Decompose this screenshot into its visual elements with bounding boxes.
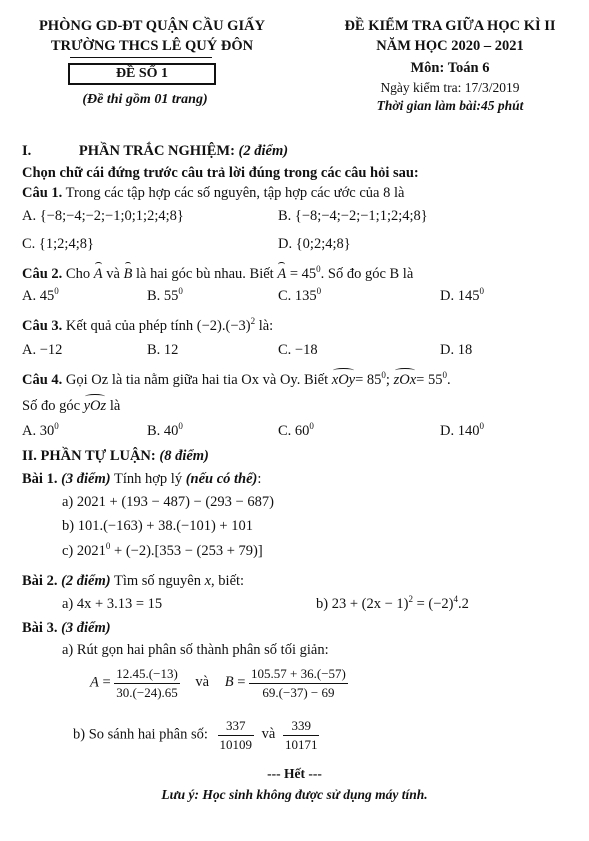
subject: Môn: Toán 6 <box>410 60 490 76</box>
bai-3-points: (3 điểm) <box>61 620 111 636</box>
compare-fraction-1-numerator: 337 <box>218 718 255 736</box>
bai-1-b: b) 101.(−163) + 38.(−101) + 101 <box>62 518 253 534</box>
bai-2-a: a) 4x + 3.13 = 15 <box>62 596 163 612</box>
q1-option-d: D. {0;2;4;8} <box>278 236 351 252</box>
question-3 <box>22 318 273 335</box>
bai-1-text: Tính hợp lý <box>113 471 183 487</box>
part1-heading <box>22 143 288 160</box>
q2-option-b <box>147 288 183 305</box>
bai-2-points: (2 điểm) <box>61 573 111 589</box>
header-left <box>22 18 282 58</box>
compare-fraction-1-denominator: 10109 <box>219 736 253 752</box>
bai-2-b-text-3: .2 <box>457 596 469 612</box>
bai-1-c-text-1: c) 2021 <box>62 543 106 559</box>
end-marker: --- Hết --- <box>267 766 322 781</box>
angle-a-symbol: A <box>93 266 103 282</box>
header-right <box>320 18 580 116</box>
question-1-label: Câu 1. <box>22 185 63 201</box>
question-4-line-2 <box>22 398 120 415</box>
exponent-sup: 0 <box>105 541 111 552</box>
degree-sup: 0 <box>54 286 59 297</box>
angle-xoy-symbol: xOy <box>331 372 356 388</box>
angle-b-symbol: B <box>123 266 133 282</box>
fraction-a <box>114 666 180 700</box>
question-2-text-2: và <box>106 266 120 282</box>
question-4-label: Câu 4. <box>22 372 63 388</box>
fraction-b-denominator: 69.(−37) − 69 <box>262 684 335 700</box>
bai-2-b <box>316 596 469 613</box>
bai-2-b-text-2: = (−2) <box>412 596 454 612</box>
question-4-value-2: = 55 <box>416 372 443 388</box>
degree-sup: 0 <box>54 421 59 432</box>
compare-fraction-2 <box>283 718 320 752</box>
fraction-b-numerator: 105.57 + 36.(−57) <box>249 666 348 684</box>
question-2-text-1: Cho <box>65 266 91 282</box>
angle-yoz-symbol: yOz <box>83 398 107 414</box>
q4-option-a <box>22 423 59 440</box>
school-year: NĂM HỌC 2020 – 2021 <box>376 38 524 54</box>
exam-title: ĐỀ KIỂM TRA GIỮA HỌC KÌ II <box>344 18 556 34</box>
angle-zox-symbol: zOx <box>393 372 417 388</box>
bai-3-a-text: a) Rút gọn hai phân số thành phân số tối giản: <box>62 642 329 658</box>
fraction-a-numerator: 12.45.(−13) <box>114 666 180 684</box>
question-2-value: = 45 <box>289 266 317 282</box>
question-3-text-2: là: <box>258 318 274 334</box>
question-3-expression: Kết quả của phép tính (−2).(−3) <box>65 318 251 334</box>
compare-fraction-2-denominator: 10171 <box>284 736 318 752</box>
fraction-and: và <box>195 674 210 691</box>
part2-heading <box>22 448 209 465</box>
part2-points: (8 điểm) <box>159 448 209 464</box>
bai-2-text-2: , biết: <box>211 573 245 589</box>
question-2-text-3: là hai góc bù nhau. Biết <box>136 266 274 282</box>
exponent-sup: 4 <box>453 594 458 605</box>
part1-number: I. <box>22 143 32 159</box>
bai-2-label: Bài 2. <box>22 573 58 589</box>
q4-option-c <box>278 423 314 440</box>
question-1-text: Trong các tập hợp các số nguyên, tập hợp các ước của 8 là <box>65 185 405 201</box>
q3-option-d: D. 18 <box>440 342 473 358</box>
question-4-text-1: Gọi Oz là tia nằm giữa hai tia Ox và Oy. Biết <box>65 372 329 388</box>
bai-1-points: (3 điểm) <box>61 471 111 487</box>
fraction-a-expression: A = $\frac{12.45.(-13)}{30.(-24).65}$ và B = $\frac{105.57 + 36.(-57)}{69.(-37) - 69}$ <box>90 666 346 700</box>
q4-option-b-text: B. 40 <box>147 423 179 439</box>
q2-option-d-text: D. 145 <box>440 288 480 304</box>
bai-1-label: Bài 1. <box>22 471 58 487</box>
part1-title: PHẦN TRẮC NGHIỆM: <box>78 143 235 159</box>
q1-option-a: A. {−8;−4;−2;−1;0;1;2;4;8} <box>22 208 184 224</box>
question-4-period: . <box>446 372 451 388</box>
fraction-b-var: B <box>224 674 234 691</box>
bai-3-b <box>73 718 319 752</box>
degree-sup: 0 <box>316 264 321 275</box>
bai-1-colon: : <box>257 471 262 487</box>
department-name: PHÒNG GD-ĐT QUẬN CẦU GIẤY <box>38 18 266 34</box>
question-4 <box>22 372 451 389</box>
compare-fraction-1 <box>218 718 255 752</box>
part1-points: (2 điểm) <box>238 143 289 159</box>
fraction-a-denominator: 30.(−24).65 <box>116 684 178 700</box>
question-2 <box>22 266 413 283</box>
degree-sup: 0 <box>479 286 484 297</box>
bai-1-note: (nếu có thể) <box>185 471 258 487</box>
q1-option-b: B. {−8;−4;−2;−1;1;2;4;8} <box>278 208 428 224</box>
part2-title: II. PHẦN TỰ LUẬN: <box>22 448 156 464</box>
question-4-value-1: = 85 <box>355 372 382 388</box>
part1-instruction: Chọn chữ cái đứng trước câu trả lời đúng trong các câu hỏi sau: <box>22 165 419 181</box>
question-2-text-5: . Số đo góc B là <box>320 266 414 282</box>
q4-option-c-text: C. 60 <box>278 423 310 439</box>
school-name: TRƯỜNG THCS LÊ QUÝ ĐÔN <box>50 38 254 54</box>
bai-3 <box>22 620 111 637</box>
bai-2 <box>22 573 244 590</box>
degree-sup: 0 <box>316 286 322 297</box>
q4-option-b <box>147 423 183 440</box>
bai-1-c-text-2: + (−2).[353 − (253 + 79)] <box>110 543 263 559</box>
question-3-label: Câu 3. <box>22 318 63 334</box>
q2-option-d <box>440 288 484 305</box>
angle-a-symbol-2: A <box>277 266 287 282</box>
compare-fraction-2-numerator: 339 <box>283 718 320 736</box>
exam-code-box: ĐỀ SỐ 1 <box>68 63 216 85</box>
question-4-line-2-text: Số đo góc <box>22 398 80 414</box>
question-4-line-2-end: là <box>109 398 121 414</box>
bai-2-text: Tìm số nguyên <box>113 573 201 589</box>
question-4-separator: ; <box>385 372 394 388</box>
compare-and: và <box>261 726 276 743</box>
q2-option-a <box>22 288 59 305</box>
bai-3-label: Bài 3. <box>22 620 58 636</box>
bai-1 <box>22 471 261 488</box>
bai-1-c <box>62 543 263 560</box>
exponent-sup: 2 <box>250 316 256 327</box>
bai-3-b-text: b) So sánh hai phân số: <box>73 726 208 743</box>
q2-option-b-text: B. 55 <box>147 288 179 304</box>
degree-sup: 0 <box>309 421 314 432</box>
q3-option-b: B. 12 <box>147 342 179 358</box>
bai-1-a: a) 2021 + (193 − 487) − (293 − 687) <box>62 494 274 510</box>
footer-note: Lưu ý: Học sinh không được sử dụng máy tính. <box>161 787 428 802</box>
exponent-sup: 2 <box>408 594 413 605</box>
degree-sup: 0 <box>442 370 447 381</box>
exam-date: Ngày kiểm tra: 17/3/2019 <box>380 80 520 95</box>
degree-sup: 0 <box>381 370 386 381</box>
q1-option-c: C. {1;2;4;8} <box>22 236 94 252</box>
q3-option-a: A. −12 <box>22 342 63 358</box>
q4-option-d <box>440 423 484 440</box>
bai-2-var: x <box>204 573 212 589</box>
q4-option-a-text: A. 30 <box>22 423 55 439</box>
degree-sup: 0 <box>479 421 484 432</box>
school-underline <box>70 57 212 58</box>
page-count: (Đề thi gồm 01 trang) <box>82 92 208 107</box>
q3-option-c: C. −18 <box>278 342 318 358</box>
q4-option-d-text: D. 140 <box>440 423 480 439</box>
degree-sup: 0 <box>178 286 183 297</box>
bai-2-b-text-1: b) 23 + (2x − 1) <box>316 596 409 612</box>
question-1 <box>22 185 404 202</box>
q2-option-a-text: A. 45 <box>22 288 55 304</box>
question-2-label: Câu 2. <box>22 266 63 282</box>
fraction-b <box>249 666 348 700</box>
exam-duration: Thời gian làm bài:45 phút <box>376 98 524 113</box>
q2-option-c-text: C. 135 <box>278 288 317 304</box>
q2-option-c <box>278 288 321 305</box>
degree-sup: 0 <box>178 421 183 432</box>
fraction-a-var: A <box>90 674 99 691</box>
